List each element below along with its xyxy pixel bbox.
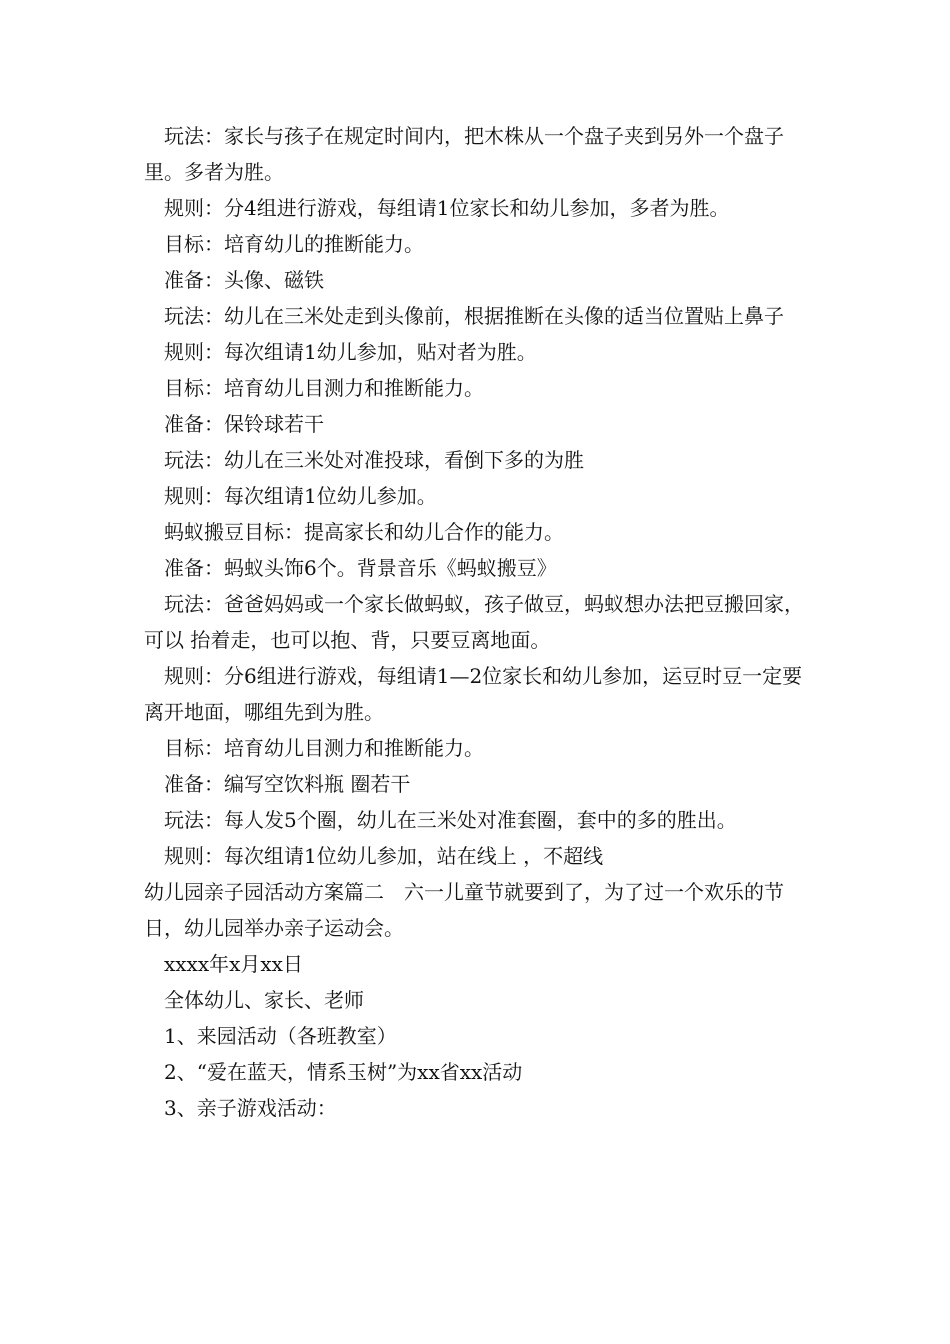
paragraph: 全体幼儿、家长、老师 (164, 988, 364, 1012)
list-item: 3、亲子游戏活动： (164, 1096, 337, 1120)
paragraph: 目标：培育幼儿的推断能力。 (164, 232, 424, 256)
paragraph: 规则：分6组进行游戏，每组请1—2位家长和幼儿参加，运豆时豆一定要离开地面，哪组先到为胜。 (144, 664, 803, 724)
paragraph: 准备：编写空饮料瓶 圈若干 (164, 772, 411, 796)
paragraph: 准备：头像、磁铁 (164, 268, 324, 292)
section-heading-paragraph: 幼儿园亲子园活动方案篇二 六一儿童节就要到了，为了过一个欢乐的节日，幼儿园举办亲子运动会。 (144, 880, 784, 940)
paragraph: 规则：每次组请1位幼儿参加，站在线上 ，不超线 (164, 844, 604, 868)
paragraph: 目标：培育幼儿目测力和推断能力。 (164, 376, 484, 400)
paragraph: 玩法：每人发5个圈，幼儿在三米处对准套圈，套中的多的胜出。 (164, 808, 737, 832)
paragraph: 规则：每次组请1位幼儿参加。 (164, 484, 437, 508)
paragraph: 规则：分4组进行游戏，每组请1位家长和幼儿参加，多者为胜。 (164, 196, 730, 220)
paragraph: 玩法：幼儿在三米处走到头像前，根据推断在头像的适当位置贴上鼻子 (164, 304, 784, 328)
paragraph: xxxx年x月xx日 (164, 952, 303, 976)
paragraph: 玩法：家长与孩子在规定时间内，把木株从一个盘子夹到另外一个盘子里。多者为胜。 (144, 124, 784, 184)
paragraph: 目标：培育幼儿目测力和推断能力。 (164, 736, 484, 760)
list-item: 1、来园活动（各班教室） (164, 1024, 397, 1048)
document-body (144, 118, 808, 1126)
paragraph: 玩法：爸爸妈妈或一个家长做蚂蚁，孩子做豆，蚂蚁想办法把豆搬回家，可以 抬着走，也可以抱、背，只要豆离地面。 (144, 592, 804, 652)
paragraph: 蚂蚁搬豆目标：提高家长和幼儿合作的能力。 (164, 520, 564, 544)
paragraph: 规则：每次组请1幼儿参加，贴对者为胜。 (164, 340, 537, 364)
paragraph: 玩法：幼儿在三米处对准投球，看倒下多的为胜 (164, 448, 584, 472)
paragraph: 准备：蚂蚁头饰6个。背景音乐《蚂蚁搬豆》 (164, 556, 557, 580)
paragraph: 准备：保铃球若干 (164, 412, 324, 436)
list-item: 2、“爱在蓝天，情系玉树”为xx省xx活动 (164, 1060, 523, 1084)
